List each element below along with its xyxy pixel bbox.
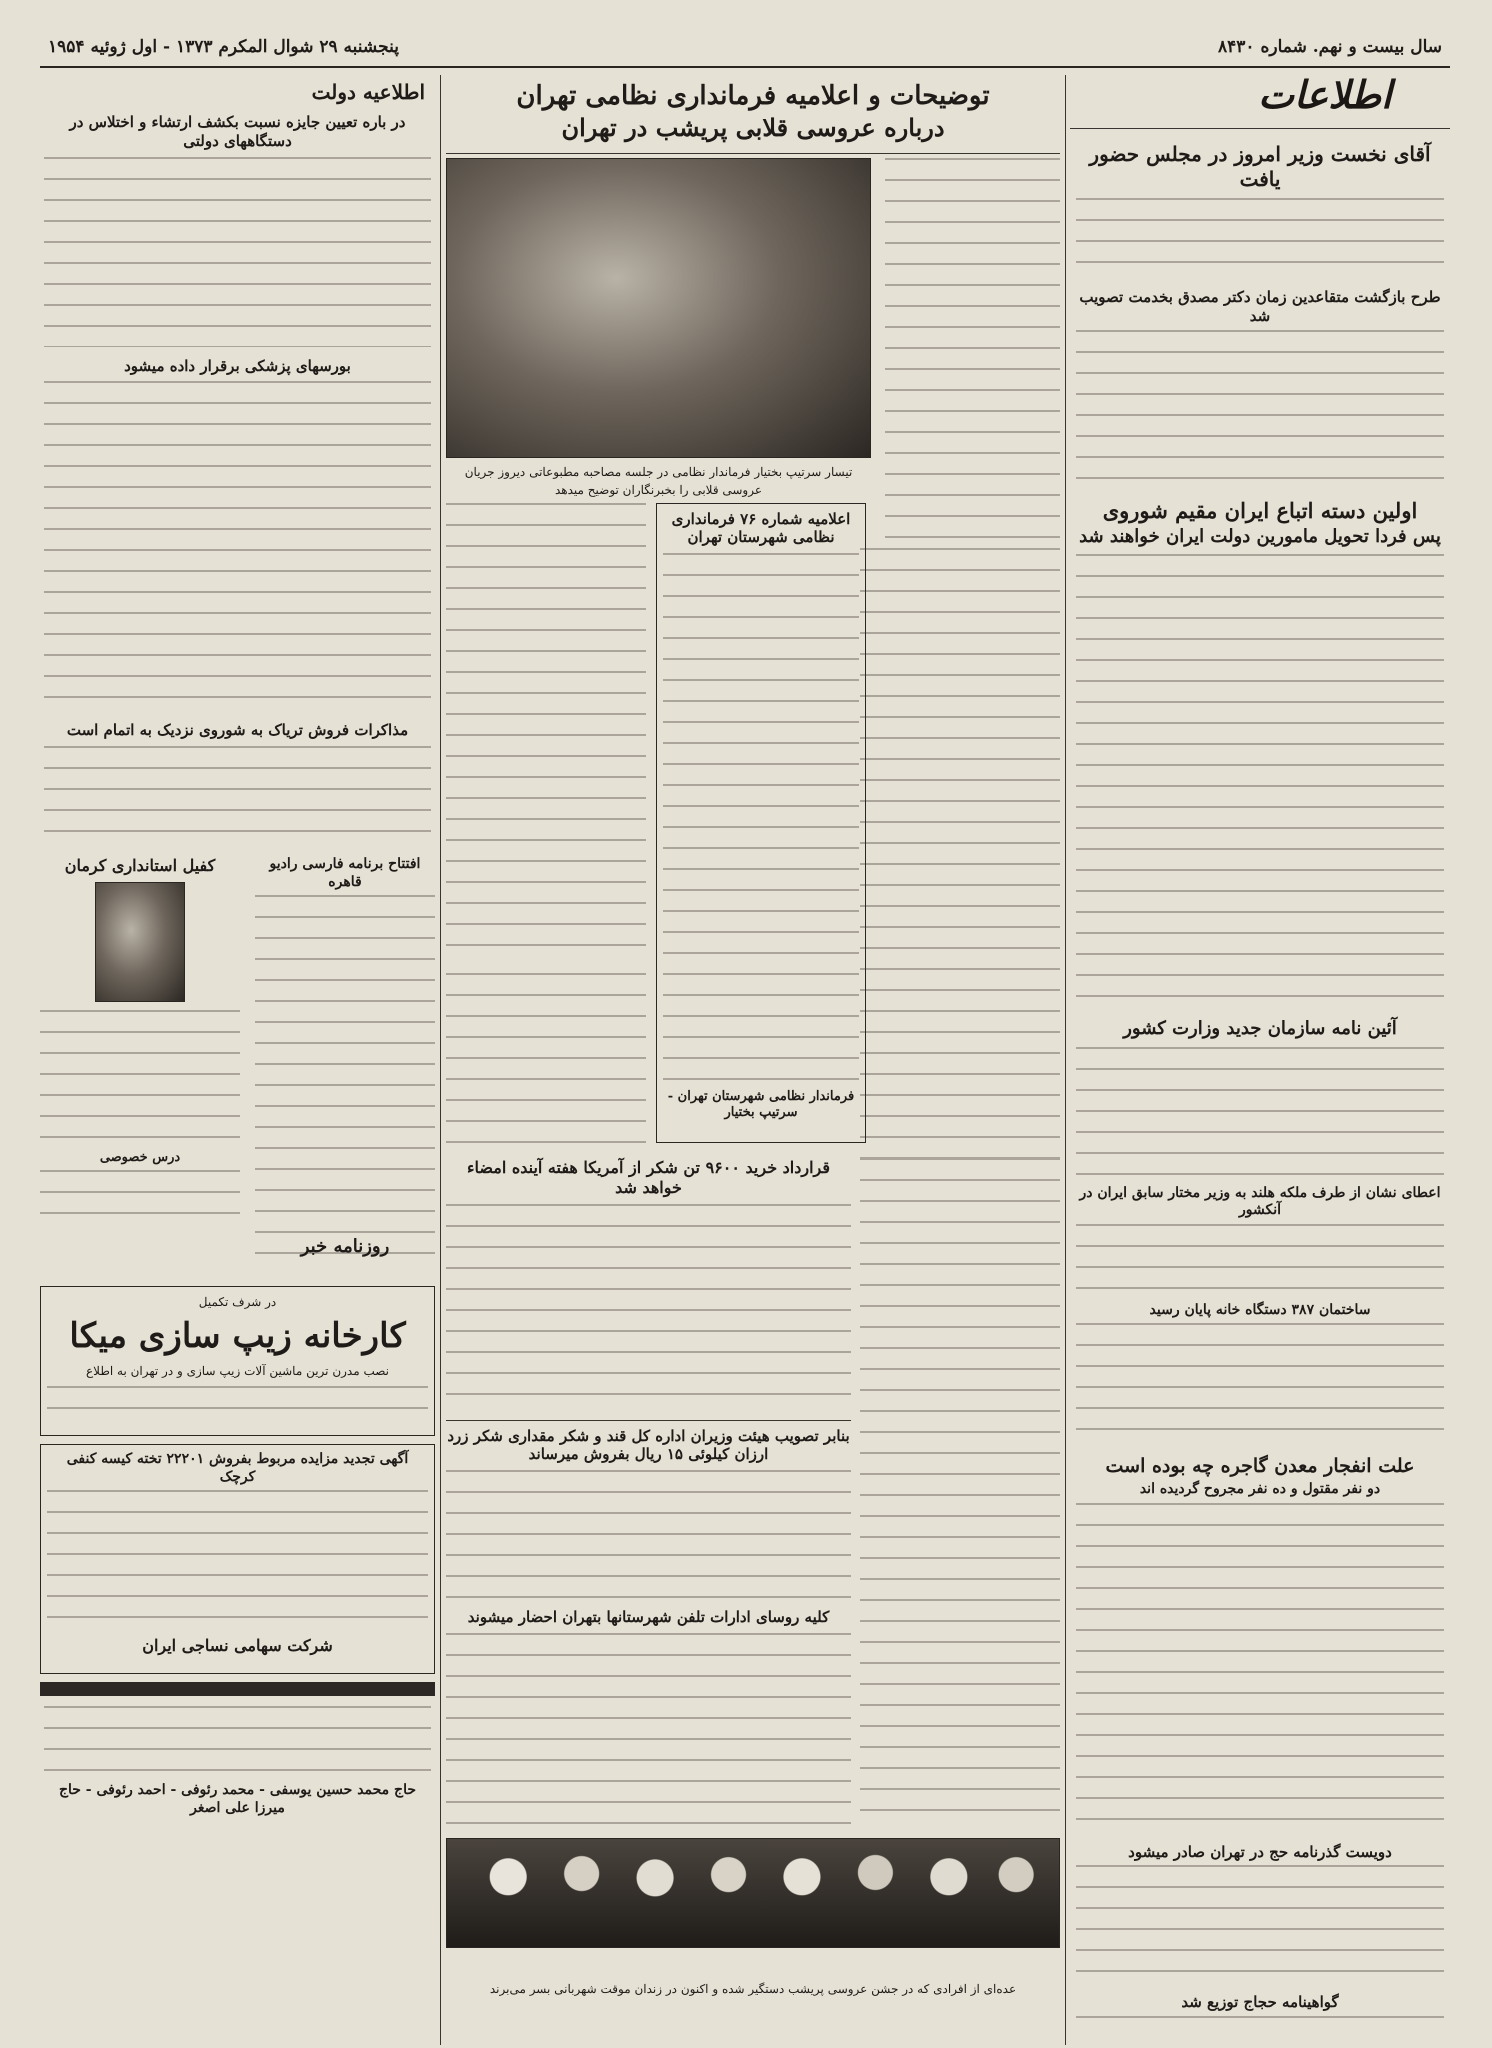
- mica-ad-title: کارخانه زیپ سازی میکا: [69, 1316, 406, 1356]
- mica-ad: [40, 1286, 435, 1436]
- article-body: [40, 1010, 240, 1140]
- condolence-notice: [40, 1702, 435, 1822]
- article-body: [1076, 2016, 1444, 2018]
- auction-ad-company: شرکت سهامی نساجی ایران: [142, 1636, 333, 1655]
- mine-headline: علت انفجار معدن گاجره چه بوده است: [1105, 1455, 1415, 1478]
- auction-ad-title: آگهی تجدید مزایده مربوط بفروش ۲۲۲۰۱ تخته کیسه کنفی کرچک: [66, 1451, 409, 1485]
- ad-body: [47, 1490, 428, 1630]
- tobacco-headline: مذاکرات فروش تریاک به شوروی نزدیک به اتمام است: [66, 721, 409, 740]
- rule: [446, 153, 1060, 154]
- article-body: [1076, 1503, 1444, 1833]
- mica-ad-top: در شرف تکمیل: [198, 1295, 277, 1309]
- hajj-headline: دویست گذرنامه حج در تهران صادر میشود: [1128, 1842, 1392, 1861]
- article-body: [1076, 198, 1444, 278]
- condolence-signers: حاج محمد حسین یوسفی - محمد رئوفی - احمد رئوفی - حاج میرزا علی اصغر: [58, 1782, 417, 1816]
- newspaper-logo: اطلاعات: [1258, 72, 1392, 117]
- bakhtiar-press-photo: [446, 158, 871, 458]
- lower-center: [446, 1158, 1060, 1978]
- lesson-headline: درس خصوصی: [99, 1150, 181, 1165]
- left-lower-block: [40, 856, 435, 1276]
- radio-headline: افتتاح برنامه فارسی رادیو قاهره: [269, 856, 421, 890]
- article-body: [255, 895, 435, 1255]
- mine-subheadline: دو نفر مقتول و ده نفر مجروح گردیده اند: [1139, 1481, 1381, 1497]
- telephone-headline: کلیه روسای ادارات تلفن شهرستانها بتهران احضار میشوند: [467, 1608, 830, 1626]
- governor-article: [40, 856, 240, 1220]
- article-body: [1076, 1224, 1444, 1294]
- main-article: [446, 158, 1060, 1158]
- article-body: [446, 503, 646, 963]
- article-body: [446, 1204, 851, 1414]
- notice-signature: فرماندار نظامی شهرستان تهران - سرتیپ بختیار: [667, 1089, 855, 1121]
- ambassador-headline: اعطای نشان از طرف ملکه هلند به وزیر مختار سابق ایران در آنکشور: [1079, 1184, 1441, 1219]
- ministry-headline: آئین نامه سازمان جدید وزارت کشور: [1123, 1018, 1397, 1040]
- column-rule: [1065, 75, 1066, 2045]
- notice-body: [44, 1706, 431, 1776]
- center-column: [446, 80, 1060, 2000]
- notice-76: [656, 503, 866, 1143]
- article-body: [860, 548, 1060, 1158]
- hajj-cert-headline: گواهینامه حجاج توزیع شد: [1181, 1993, 1339, 2012]
- governor-headline: کفیل استانداری کرمان: [64, 856, 216, 875]
- contract-article: [446, 1158, 851, 1833]
- scholarship-headline: بورسهای پزشکی برقرار داده میشود: [124, 356, 351, 375]
- contract-headline: قرارداد خرید ۹۶۰۰ تن شکر از آمریکا هفته آینده امضاء خواهد شد: [466, 1157, 831, 1197]
- article-body: [1076, 554, 1444, 1004]
- article-body: [44, 381, 431, 711]
- issue-number: سال بیست و نهم. شماره ۸۴۳۰: [1218, 37, 1442, 57]
- column-rule: [440, 75, 441, 2045]
- article-body: [860, 1158, 1060, 1828]
- article-body: [446, 1470, 851, 1600]
- article-body: [1076, 1323, 1444, 1443]
- article-body: [1076, 330, 1444, 480]
- article-body: [1076, 1047, 1444, 1177]
- rule: [446, 1420, 851, 1421]
- governor-portrait: [95, 882, 185, 1002]
- bribery-headline: در باره تعیین جایزه نسبت بکشف ارتشاء و اختلاس در دستگاههای دولتی: [69, 113, 406, 150]
- article-body: [44, 746, 431, 846]
- cabinet-headline: بنابر تصویب هیئت وزیران اداره کل قند و شکر مقداری شکر زرد ارزان کیلوئی ۱۵ ریال بفروش میرساند: [447, 1426, 850, 1464]
- pm-headline: آقای نخست وزیر امروز در مجلس حضور یافت: [1089, 142, 1431, 191]
- buildings-headline: ساختمان ۳۸۷ دستگاه خانه پایان رسید: [1149, 1301, 1371, 1318]
- divider-band: [40, 1682, 435, 1696]
- article-body: [446, 1633, 851, 1833]
- issue-date: پنجشنبه ۲۹ شوال المکرم ۱۳۷۳ - اول ژوئیه ۱۹۵۴: [48, 37, 399, 57]
- arrested-guests-photo: [446, 1838, 1060, 1948]
- article-body: [40, 1170, 240, 1220]
- bottom-photo-caption: عده‌ای از افرادی که در جشن عروسی پریشب دستگیر شده و اکنون در زندان موقت شهربانی بسر می‌برند: [489, 1982, 1017, 1996]
- photo-caption: تیسار سرتیپ بختیار فرماندار نظامی در جلسه مصاحبه مطبوعاتی دیروز جریان عروسی قلابی را بخبرنگاران توضیح میدهد: [464, 464, 853, 497]
- mica-ad-subtitle: نصب مدرن ترین ماشین آلات زیپ سازی و در تهران به اطلاع: [86, 1363, 389, 1378]
- radio-article: [255, 856, 435, 1255]
- article-body: [885, 158, 1060, 538]
- masthead: [40, 28, 1450, 68]
- main-subheadline: درباره عروسی قلابی پریشب در تهران: [561, 112, 945, 142]
- soviet-headline: پس فردا تحویل مامورین دولت ایران خواهند شد: [1079, 525, 1441, 547]
- left-column: [40, 80, 435, 2010]
- auction-ad: [40, 1444, 435, 1674]
- section-title: اطلاعیه دولت: [311, 80, 425, 104]
- rule: [1070, 128, 1450, 129]
- article-body: [1076, 1865, 1444, 1985]
- repatriation-headline: طرح بازگشت متقاعدین زمان دکتر مصدق بخدمت تصویب شد: [1079, 288, 1441, 325]
- right-column: [1070, 138, 1450, 2018]
- notice-title: اعلامیه شماره ۷۶ فرمانداری نظامی شهرستان تهران: [671, 509, 851, 547]
- article-body: [44, 157, 431, 347]
- article-body: [446, 973, 646, 1158]
- diary-headline: روزنامه خبر: [300, 1236, 390, 1257]
- main-headline: توضیحات و اعلامیه فرمانداری نظامی تهران: [516, 81, 990, 111]
- notice-body: [663, 553, 859, 1083]
- ad-body: [47, 1386, 428, 1420]
- soviet-subheadline: اولین دسته اتباع ایران مقیم شوروی: [1102, 497, 1418, 523]
